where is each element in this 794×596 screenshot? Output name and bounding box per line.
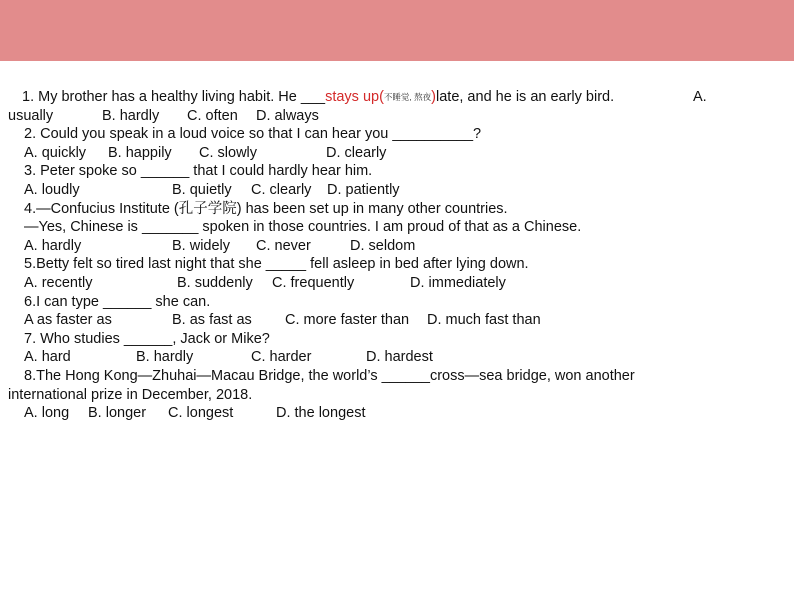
question-1-option-b: B. hardly [102, 107, 160, 124]
question-7-stem-line [0, 330, 794, 349]
question-8-stem-line-1 [0, 367, 794, 386]
question-8-stem-1: 8.The Hong Kong—Zhuhai—Macau Bridge, the world’s ______cross—sea bridge, won another [24, 367, 635, 384]
question-1-stem-line [0, 88, 794, 107]
question-3-option-d: D. patiently [327, 181, 400, 198]
question-1-option-a-letter: A. [693, 89, 707, 105]
question-8-option-d: D. the longest [276, 405, 366, 422]
question-8-stem-2: international prize in December, 2018. [8, 386, 253, 403]
question-4-option-d: D. seldom [350, 237, 416, 254]
question-4-stem-2: —Yes, Chinese is _______ spoken in those countries. I am proud of that as a Chinese. [24, 219, 582, 236]
question-2-stem-line [0, 125, 794, 144]
question-4-stem-line-1 [0, 200, 794, 219]
question-4-option-b: B. widely [172, 237, 231, 254]
question-1-option-d: D. always [256, 107, 319, 124]
question-2-option-d: D. clearly [326, 144, 387, 161]
question-1-stem-end: late, and he is an early bird. [436, 89, 615, 105]
header-band [0, 0, 794, 61]
question-7-option-c: C. harder [251, 349, 312, 366]
question-1-answer-close: ) [431, 89, 436, 105]
question-5-stem-line [0, 255, 794, 274]
question-7-option-a: A. hard [24, 349, 71, 366]
question-1-chinese-note: 不睡觉, 熬夜 [383, 92, 432, 102]
question-3-option-b: B. quietly [172, 181, 232, 198]
question-8-option-c: C. longest [168, 405, 234, 422]
question-7-options [0, 348, 794, 367]
question-2-option-c: C. slowly [199, 144, 258, 161]
question-3-stem-line [0, 162, 794, 181]
question-1-option-c: C. often [187, 107, 238, 124]
question-5-option-c: C. frequently [272, 274, 355, 291]
question-4-options [0, 237, 794, 256]
question-6-option-a: A as faster as [24, 312, 112, 329]
question-1-answer: stays up( [325, 89, 384, 105]
question-5-option-d: D. immediately [410, 274, 506, 291]
question-8-options [0, 404, 794, 423]
question-2-option-a: A. quickly [24, 144, 87, 161]
question-8-option-b: B. longer [88, 405, 147, 422]
question-6-stem: 6.I can type ______ she can. [24, 293, 211, 310]
question-7-stem: 7. Who studies ______, Jack or Mike? [24, 330, 270, 347]
question-2-option-b: B. happily [108, 144, 172, 161]
question-2-options [0, 144, 794, 163]
question-4-option-a: A. hardly [24, 237, 82, 254]
question-7-option-d: D. hardest [366, 349, 433, 366]
question-6-option-c: C. more faster than [285, 312, 410, 329]
question-6-option-d: D. much fast than [427, 312, 541, 329]
question-5-stem: 5.Betty felt so tired last night that she _____ fell asleep in bed after lying down. [24, 256, 529, 273]
question-3-options [0, 181, 794, 200]
question-1-option-a-text: usually [8, 107, 54, 124]
question-8-stem-line-2 [0, 386, 794, 405]
question-3-option-a: A. loudly [24, 181, 80, 198]
question-5-option-a: A. recently [24, 274, 93, 291]
question-list [0, 88, 794, 423]
question-4-stem-line-2 [0, 218, 794, 237]
question-7-option-b: B. hardly [136, 349, 194, 366]
question-1-stem-start: 1. My brother has a healthy living habit. He ___ [22, 89, 326, 105]
question-6-stem-line [0, 293, 794, 312]
question-2-stem: 2. Could you speak in a loud voice so that I can hear you __________? [24, 126, 482, 143]
question-4-stem-1: 4.—Confucius Institute (孔子学院) has been set up in many other countries. [24, 200, 508, 217]
question-4-option-c: C. never [256, 237, 311, 254]
question-6-option-b: B. as fast as [172, 312, 252, 329]
question-6-options [0, 311, 794, 330]
question-8-option-a: A. long [24, 405, 70, 422]
question-5-option-b: B. suddenly [177, 274, 253, 291]
question-3-option-c: C. clearly [251, 181, 312, 198]
question-1-stem [22, 88, 614, 107]
question-5-options [0, 274, 794, 293]
question-3-stem: 3. Peter spoke so ______ that I could hardly hear him. [24, 163, 373, 180]
question-1-options [0, 107, 794, 126]
